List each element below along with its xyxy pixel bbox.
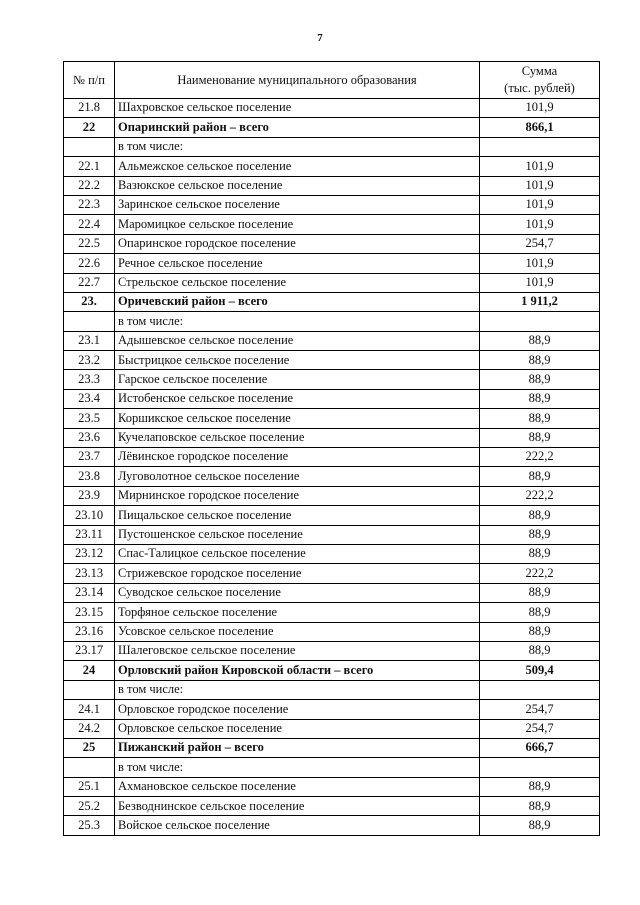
table-row	[64, 622, 600, 641]
cell-num: 23.11	[64, 525, 115, 544]
cell-name: Стрижевское городское поселение	[115, 564, 480, 583]
cell-name: Адышевское сельское поселение	[115, 331, 480, 350]
cell-num: 23.	[64, 292, 115, 311]
table-row	[64, 777, 600, 796]
cell-num: 22.4	[64, 215, 115, 234]
cell-sum: 88,9	[480, 370, 600, 389]
cell-name: Ахмановское сельское поселение	[115, 777, 480, 796]
cell-name: Оричевский район – всего	[115, 292, 480, 311]
table-row	[64, 506, 600, 525]
header-sum-line1: Сумма	[521, 64, 558, 78]
cell-num	[64, 680, 115, 699]
cell-name: Орловское городское поселение	[115, 700, 480, 719]
table-row	[64, 389, 600, 408]
table-row	[64, 564, 600, 583]
cell-name: в том числе:	[115, 137, 480, 156]
cell-num: 23.2	[64, 351, 115, 370]
allocation-table	[63, 61, 600, 836]
cell-num: 23.6	[64, 428, 115, 447]
table-header-row	[64, 62, 600, 99]
cell-num	[64, 758, 115, 777]
table-row	[64, 157, 600, 176]
cell-sum: 254,7	[480, 719, 600, 738]
cell-sum	[480, 680, 600, 699]
header-sum-line2: (тыс. рублей)	[504, 81, 575, 95]
table-row	[64, 176, 600, 195]
cell-sum: 101,9	[480, 195, 600, 214]
table-row	[64, 525, 600, 544]
table-row	[64, 719, 600, 738]
cell-sum	[480, 137, 600, 156]
cell-sum: 101,9	[480, 254, 600, 273]
cell-name: Орловский район Кировской области – всего	[115, 661, 480, 680]
cell-num: 25.1	[64, 777, 115, 796]
cell-sum: 254,7	[480, 700, 600, 719]
table-row-total	[64, 118, 600, 137]
cell-name: Мирнинское городское поселение	[115, 486, 480, 505]
table-row	[64, 680, 600, 699]
cell-name: Орловское сельское поселение	[115, 719, 480, 738]
table-row	[64, 234, 600, 253]
cell-name: в том числе:	[115, 758, 480, 777]
cell-sum: 88,9	[480, 797, 600, 816]
cell-name: Лёвинское городское поселение	[115, 448, 480, 467]
cell-name: Речное сельское поселение	[115, 254, 480, 273]
cell-num: 22.3	[64, 195, 115, 214]
cell-sum: 866,1	[480, 118, 600, 137]
cell-sum: 88,9	[480, 409, 600, 428]
page-number: 7	[317, 32, 323, 44]
cell-sum: 222,2	[480, 486, 600, 505]
table-row	[64, 273, 600, 292]
cell-num: 23.16	[64, 622, 115, 641]
table-row	[64, 312, 600, 331]
table-row	[64, 467, 600, 486]
cell-num: 23.7	[64, 448, 115, 467]
table-row	[64, 215, 600, 234]
cell-name: Быстрицкое сельское поселение	[115, 351, 480, 370]
cell-name: Коршикское сельское поселение	[115, 409, 480, 428]
cell-sum: 88,9	[480, 583, 600, 602]
cell-sum: 88,9	[480, 331, 600, 350]
cell-sum: 88,9	[480, 506, 600, 525]
cell-name: Заринское сельское поселение	[115, 195, 480, 214]
cell-sum: 222,2	[480, 564, 600, 583]
header-sum	[480, 62, 600, 99]
cell-num	[64, 137, 115, 156]
table-row	[64, 351, 600, 370]
cell-name: Безводнинское сельское поселение	[115, 797, 480, 816]
table-row	[64, 583, 600, 602]
cell-sum: 88,9	[480, 525, 600, 544]
cell-num: 23.3	[64, 370, 115, 389]
header-num: № п/п	[64, 62, 115, 99]
cell-num: 23.5	[64, 409, 115, 428]
table-row	[64, 448, 600, 467]
cell-name: Шахровское сельское поселение	[115, 99, 480, 118]
cell-sum: 88,9	[480, 428, 600, 447]
cell-name: Стрельское сельское поселение	[115, 273, 480, 292]
cell-name: Шалеговское сельское поселение	[115, 641, 480, 660]
table-row	[64, 137, 600, 156]
cell-name: Торфяное сельское поселение	[115, 603, 480, 622]
table-row	[64, 797, 600, 816]
cell-name: в том числе:	[115, 312, 480, 331]
cell-name: Суводское сельское поселение	[115, 583, 480, 602]
cell-num: 23.15	[64, 603, 115, 622]
cell-name: Пищальское сельское поселение	[115, 506, 480, 525]
cell-name: Кучелаповское сельское поселение	[115, 428, 480, 447]
cell-num: 23.1	[64, 331, 115, 350]
cell-sum: 222,2	[480, 448, 600, 467]
table-row	[64, 758, 600, 777]
cell-sum: 254,7	[480, 234, 600, 253]
cell-sum: 509,4	[480, 661, 600, 680]
cell-num: 22.7	[64, 273, 115, 292]
cell-name: в том числе:	[115, 680, 480, 699]
cell-num: 21.8	[64, 99, 115, 118]
cell-name: Маромицкое сельское поселение	[115, 215, 480, 234]
header-name: Наименование муниципального образования	[115, 62, 480, 99]
table-row	[64, 254, 600, 273]
cell-num: 22.1	[64, 157, 115, 176]
table-row	[64, 99, 600, 118]
cell-name: Пижанский район – всего	[115, 738, 480, 757]
cell-name: Опаринское городское поселение	[115, 234, 480, 253]
cell-num: 24	[64, 661, 115, 680]
cell-name: Усовское сельское поселение	[115, 622, 480, 641]
cell-num: 23.14	[64, 583, 115, 602]
cell-num: 23.10	[64, 506, 115, 525]
cell-num: 22	[64, 118, 115, 137]
cell-sum: 88,9	[480, 641, 600, 660]
table-row	[64, 641, 600, 660]
cell-sum: 88,9	[480, 816, 600, 835]
cell-sum: 88,9	[480, 467, 600, 486]
cell-num: 23.8	[64, 467, 115, 486]
table-row	[64, 409, 600, 428]
cell-sum: 101,9	[480, 176, 600, 195]
cell-name: Гарское сельское поселение	[115, 370, 480, 389]
table-row	[64, 370, 600, 389]
cell-sum: 101,9	[480, 273, 600, 292]
cell-num: 22.2	[64, 176, 115, 195]
cell-sum: 101,9	[480, 215, 600, 234]
cell-sum: 88,9	[480, 389, 600, 408]
table-row	[64, 816, 600, 835]
cell-name: Вазюкское сельское поселение	[115, 176, 480, 195]
cell-sum	[480, 758, 600, 777]
cell-name: Луговолотное сельское поселение	[115, 467, 480, 486]
cell-num: 22.6	[64, 254, 115, 273]
cell-name: Альмежское сельское поселение	[115, 157, 480, 176]
table-row-total	[64, 738, 600, 757]
table-row	[64, 603, 600, 622]
cell-num: 23.9	[64, 486, 115, 505]
cell-name: Пустошенское сельское поселение	[115, 525, 480, 544]
cell-num	[64, 312, 115, 331]
cell-num: 23.4	[64, 389, 115, 408]
cell-num: 23.13	[64, 564, 115, 583]
table-row	[64, 428, 600, 447]
cell-name: Спас-Талицкое сельское поселение	[115, 544, 480, 563]
table-row-total	[64, 661, 600, 680]
table-row	[64, 700, 600, 719]
table-row-total	[64, 292, 600, 311]
cell-num: 24.1	[64, 700, 115, 719]
cell-num: 24.2	[64, 719, 115, 738]
cell-sum: 88,9	[480, 351, 600, 370]
table-row	[64, 331, 600, 350]
cell-num: 25.3	[64, 816, 115, 835]
table-body	[64, 99, 600, 836]
cell-sum: 101,9	[480, 99, 600, 118]
cell-name: Истобенское сельское поселение	[115, 389, 480, 408]
cell-num: 25.2	[64, 797, 115, 816]
cell-num: 23.12	[64, 544, 115, 563]
cell-sum: 88,9	[480, 777, 600, 796]
cell-num: 25	[64, 738, 115, 757]
cell-sum: 101,9	[480, 157, 600, 176]
table-row	[64, 486, 600, 505]
table-row	[64, 195, 600, 214]
cell-num: 23.17	[64, 641, 115, 660]
cell-sum: 88,9	[480, 603, 600, 622]
cell-sum: 666,7	[480, 738, 600, 757]
cell-sum: 1 911,2	[480, 292, 600, 311]
cell-sum: 88,9	[480, 544, 600, 563]
cell-name: Войское сельское поселение	[115, 816, 480, 835]
cell-num: 22.5	[64, 234, 115, 253]
cell-name: Опаринский район – всего	[115, 118, 480, 137]
cell-sum: 88,9	[480, 622, 600, 641]
cell-sum	[480, 312, 600, 331]
table-row	[64, 544, 600, 563]
